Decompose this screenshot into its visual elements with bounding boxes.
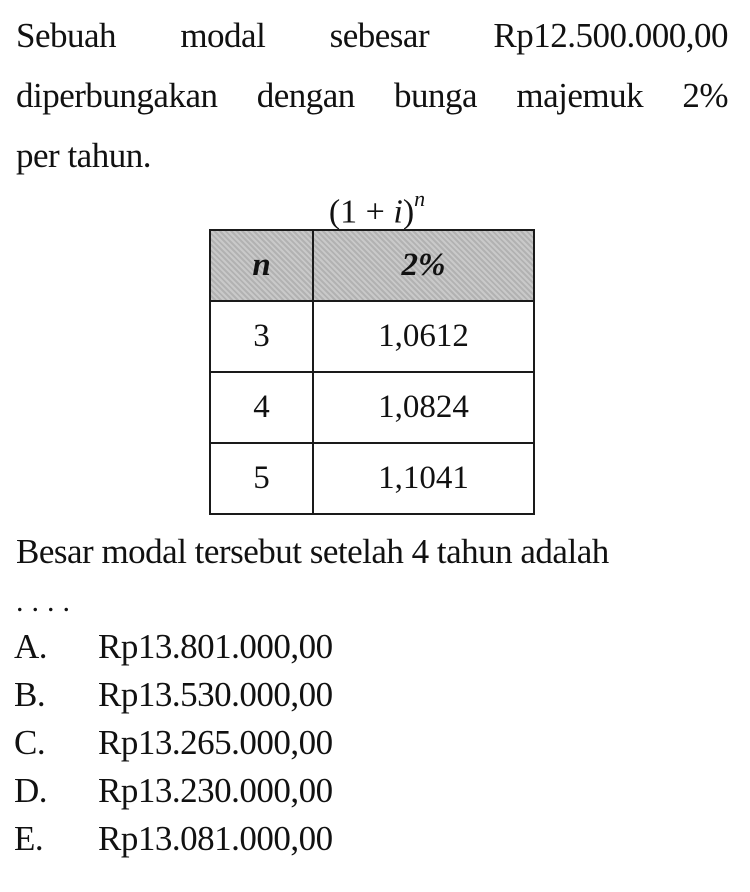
option-d[interactable] xyxy=(14,767,333,815)
problem-intro xyxy=(16,6,728,186)
option-text: Rp13.801.000,00 xyxy=(98,627,333,666)
option-letter: D. xyxy=(14,771,48,810)
option-text: Rp13.230.000,00 xyxy=(98,771,333,810)
option-letter: C. xyxy=(14,723,46,762)
formula-variable: i xyxy=(393,193,403,231)
option-text: Rp13.081.000,00 xyxy=(98,819,333,858)
option-letter: A. xyxy=(14,627,48,666)
intro-line-2: diperbungakan dengan bunga majemuk 2% xyxy=(16,76,728,115)
cell-n: 4 xyxy=(210,372,313,443)
option-letter: E. xyxy=(14,819,44,858)
interest-factor-table xyxy=(209,229,535,515)
table-row xyxy=(210,372,534,443)
formula-exponent: n xyxy=(414,186,426,211)
header-n: n xyxy=(210,230,313,301)
option-text: Rp13.265.000,00 xyxy=(98,723,333,762)
cell-n: 3 xyxy=(210,301,313,372)
intro-line-1: Sebuah modal sebesar Rp12.500.000,00 xyxy=(16,16,728,55)
cell-value: 1,0824 xyxy=(313,372,534,443)
option-e[interactable] xyxy=(14,815,333,863)
cell-n: 5 xyxy=(210,443,313,514)
question-ellipsis: .... xyxy=(16,585,78,618)
option-b[interactable] xyxy=(14,671,333,719)
option-a[interactable] xyxy=(14,623,333,671)
table-row xyxy=(210,301,534,372)
header-rate: 2% xyxy=(313,230,534,301)
question-text: Besar modal tersebut setelah 4 tahun adalah xyxy=(16,532,609,571)
formula-open: (1 + xyxy=(328,193,394,231)
cell-value: 1,0612 xyxy=(313,301,534,372)
formula-close: ) xyxy=(402,193,415,231)
option-text: Rp13.530.000,00 xyxy=(98,675,333,714)
option-letter: B. xyxy=(14,675,46,714)
cell-value: 1,1041 xyxy=(313,443,534,514)
option-c[interactable] xyxy=(14,719,333,767)
table-header-row xyxy=(210,230,534,301)
answer-options xyxy=(14,623,333,863)
intro-line-3: per tahun. xyxy=(16,136,151,175)
table-row xyxy=(210,443,534,514)
